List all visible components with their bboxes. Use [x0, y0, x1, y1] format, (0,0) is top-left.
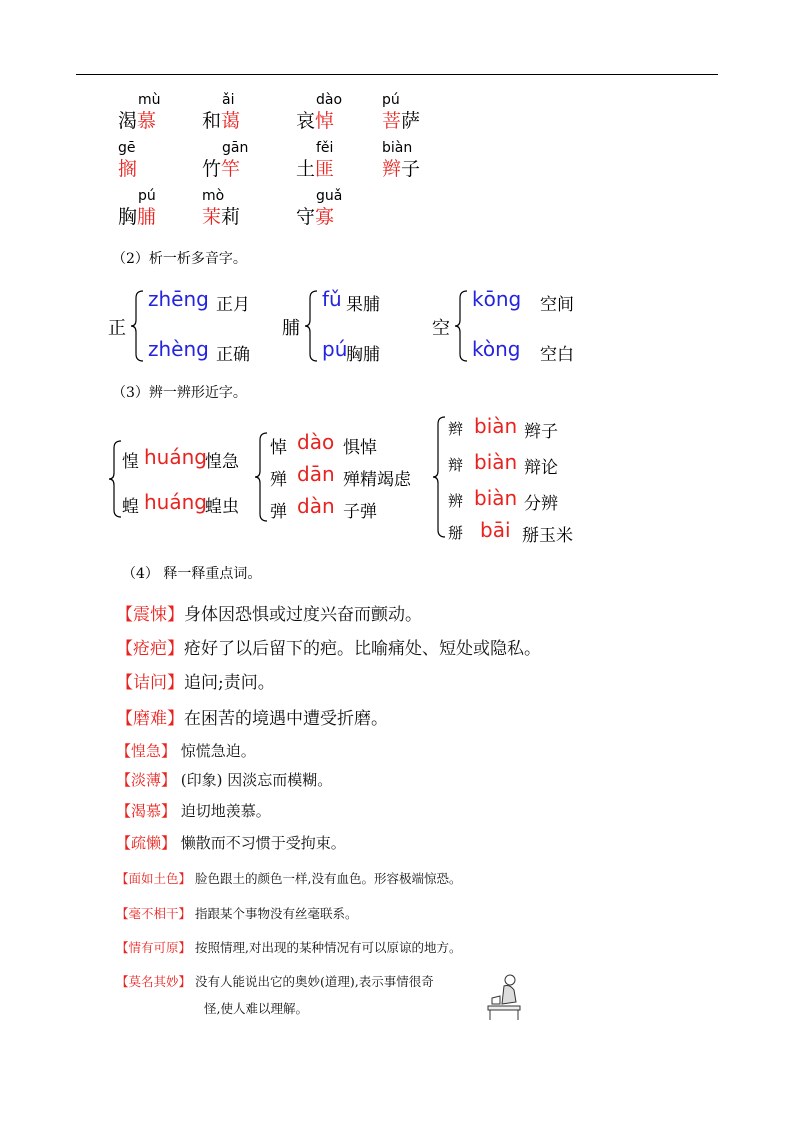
- brace: [454, 290, 468, 362]
- word-char-2: 蔼: [221, 110, 241, 132]
- polyphone-pinyin: pú: [322, 337, 348, 361]
- similar-word: 惶急: [205, 452, 239, 472]
- pinyin-label: pú: [382, 92, 400, 108]
- word-char-1: 辫: [382, 158, 402, 180]
- pinyin-label: gē: [118, 140, 136, 156]
- similar-char: 蝗: [122, 497, 139, 517]
- word-char-1: 搁: [118, 158, 138, 180]
- definition-continuation-text: 怪,使人难以理解。: [204, 1001, 308, 1016]
- similar-word: 惧悼: [343, 438, 377, 458]
- similar-char: 惶: [122, 452, 139, 472]
- brace: [432, 416, 446, 538]
- definition-row: [116, 868, 461, 887]
- definition-text: 指跟某个事物没有丝毫联系。: [191, 906, 358, 921]
- definition-term: 【诘问】: [116, 673, 184, 693]
- word: [202, 154, 240, 181]
- similar-char: 辩: [448, 456, 464, 474]
- definition-row: [116, 634, 541, 659]
- word-char-2: 慕: [137, 110, 157, 132]
- word-char-2: 匪: [315, 158, 335, 180]
- similar-pinyin: huáng: [144, 445, 207, 469]
- word-char-2: 脯: [137, 206, 157, 228]
- word-char-1: 竹: [202, 158, 222, 180]
- definition-text: 追问;责问。: [184, 673, 275, 693]
- word: [296, 202, 334, 229]
- similar-char: 弹: [270, 502, 287, 522]
- pinyin-label: biàn: [382, 140, 413, 156]
- definition-term: 【渴慕】: [116, 802, 177, 820]
- header-rule: [76, 74, 718, 75]
- reading-figure-illustration: [484, 970, 524, 1026]
- polyphone-char: 正: [108, 318, 126, 339]
- brace: [254, 432, 268, 522]
- pinyin-label: guǎ: [316, 188, 343, 204]
- similar-word: 殚精竭虑: [343, 470, 411, 490]
- word: [382, 154, 420, 181]
- pinyin-label: pú: [138, 188, 156, 204]
- word-char-1: 胸: [118, 206, 138, 228]
- definition-row: [116, 832, 346, 853]
- definition-text: 脸色跟土的颜色一样,没有血色。形容极端惊恐。: [191, 871, 462, 886]
- word-char-2: 子: [401, 158, 421, 180]
- similar-char: 掰: [448, 524, 464, 542]
- polyphone-char: 空: [432, 318, 450, 339]
- similar-char: 殚: [270, 470, 287, 490]
- word: [382, 106, 420, 133]
- word-char-2: 萨: [401, 110, 421, 132]
- word: [118, 154, 137, 181]
- word: [202, 202, 240, 229]
- polyphone-word: 胸脯: [346, 345, 380, 365]
- definition-term: 【疮疤】: [116, 639, 184, 659]
- definition-text: 身体因恐惧或过度兴奋而颤动。: [184, 605, 422, 625]
- word: [118, 202, 156, 229]
- word-char-1: 守: [296, 206, 316, 228]
- similar-word: 蝗虫: [205, 497, 239, 517]
- similar-word: 子弹: [343, 502, 377, 522]
- polyphone-pinyin: fǔ: [322, 287, 342, 311]
- word-char-1: 和: [202, 110, 222, 132]
- similar-word: 辩论: [524, 458, 558, 478]
- definition-text: 没有人能说出它的奥妙(道理),表示事情很奇: [191, 974, 434, 989]
- word-char-2: 悼: [315, 110, 335, 132]
- polyphone-word: 空间: [540, 295, 574, 315]
- similar-word: 分辨: [524, 494, 558, 514]
- similar-pinyin: dān: [297, 462, 335, 486]
- brace: [130, 290, 144, 362]
- section4-title: （4） 释一释重点词。: [122, 566, 262, 582]
- brace: [304, 290, 318, 362]
- polyphone-pinyin: zhēng: [148, 287, 209, 311]
- definition-row: [116, 800, 271, 821]
- pinyin-label: mò: [202, 188, 225, 204]
- definition-row: [116, 740, 256, 761]
- definition-text: (印象) 因淡忘而模糊。: [176, 771, 333, 789]
- pinyin-label: mù: [138, 92, 161, 108]
- similar-char: 辫: [448, 420, 464, 438]
- word: [296, 106, 334, 133]
- similar-pinyin: bāi: [480, 518, 511, 542]
- similar-pinyin: biàn: [474, 414, 518, 438]
- definition-continuation: [204, 998, 308, 1017]
- definition-row: [116, 668, 275, 693]
- brace: [108, 440, 122, 518]
- section2-title: （2）析一析多音字。: [112, 251, 247, 267]
- word-char-1: 渴: [118, 110, 138, 132]
- pinyin-label: ǎi: [222, 92, 235, 108]
- definition-term: 【惶急】: [116, 742, 177, 760]
- definition-term: 【面如土色】: [116, 871, 192, 886]
- polyphone-pinyin: zhèng: [148, 337, 209, 361]
- definition-text: 疮好了以后留下的疤。比喻痛处、短处或隐私。: [184, 639, 541, 659]
- polyphone-word: 果脯: [346, 295, 380, 315]
- definition-term: 【情有可原】: [116, 940, 192, 955]
- similar-pinyin: huáng: [144, 490, 207, 514]
- definition-term: 【震悚】: [116, 605, 184, 625]
- definition-row: [116, 971, 434, 990]
- word-char-1: 茉: [202, 206, 222, 228]
- word-char-2: 莉: [221, 206, 241, 228]
- section3-title: （3）辨一辨形近字。: [112, 385, 247, 401]
- definition-row: [116, 769, 332, 790]
- polyphone-word: 空白: [540, 345, 574, 365]
- pinyin-label: fěi: [316, 140, 334, 156]
- definition-text: 按照情理,对出现的某种情况有可以原谅的地方。: [191, 940, 462, 955]
- definition-text: 懒散而不习惯于受拘束。: [176, 834, 346, 852]
- word-char-1: 哀: [296, 110, 316, 132]
- word-char-2: 竿: [221, 158, 241, 180]
- similar-char: 辨: [448, 492, 464, 510]
- definition-term: 【莫名其妙】: [116, 974, 192, 989]
- definition-row: [116, 937, 461, 956]
- similar-word: 掰玉米: [522, 526, 573, 546]
- word-char-1: 菩: [382, 110, 402, 132]
- definition-term: 【毫不相干】: [116, 906, 192, 921]
- definition-row: [116, 903, 358, 922]
- similar-pinyin: biàn: [474, 486, 518, 510]
- similar-word: 辫子: [524, 422, 558, 442]
- polyphone-word: 正月: [216, 295, 250, 315]
- definition-text: 迫切地羡慕。: [176, 802, 271, 820]
- polyphone-pinyin: kòng: [472, 337, 521, 361]
- pinyin-label: gān: [222, 140, 249, 156]
- similar-char: 悼: [270, 438, 287, 458]
- similar-pinyin: dào: [297, 430, 335, 454]
- definition-text: 在困苦的境遇中遭受折磨。: [184, 709, 388, 729]
- word: [202, 106, 240, 133]
- word-char-2: 寡: [315, 206, 335, 228]
- polyphone-pinyin: kōng: [472, 287, 522, 311]
- word-char-1: 土: [296, 158, 316, 180]
- pinyin-label: dào: [316, 92, 343, 108]
- definition-term: 【淡薄】: [116, 771, 177, 789]
- definition-row: [116, 600, 422, 625]
- word: [118, 106, 156, 133]
- polyphone-word: 正确: [216, 345, 250, 365]
- definition-term: 【疏懒】: [116, 834, 177, 852]
- polyphone-char: 脯: [282, 318, 300, 339]
- word: [296, 154, 334, 181]
- similar-pinyin: dàn: [297, 494, 335, 518]
- definition-text: 惊慌急迫。: [176, 742, 256, 760]
- definition-term: 【磨难】: [116, 709, 184, 729]
- definition-row: [116, 704, 388, 729]
- similar-pinyin: biàn: [474, 450, 518, 474]
